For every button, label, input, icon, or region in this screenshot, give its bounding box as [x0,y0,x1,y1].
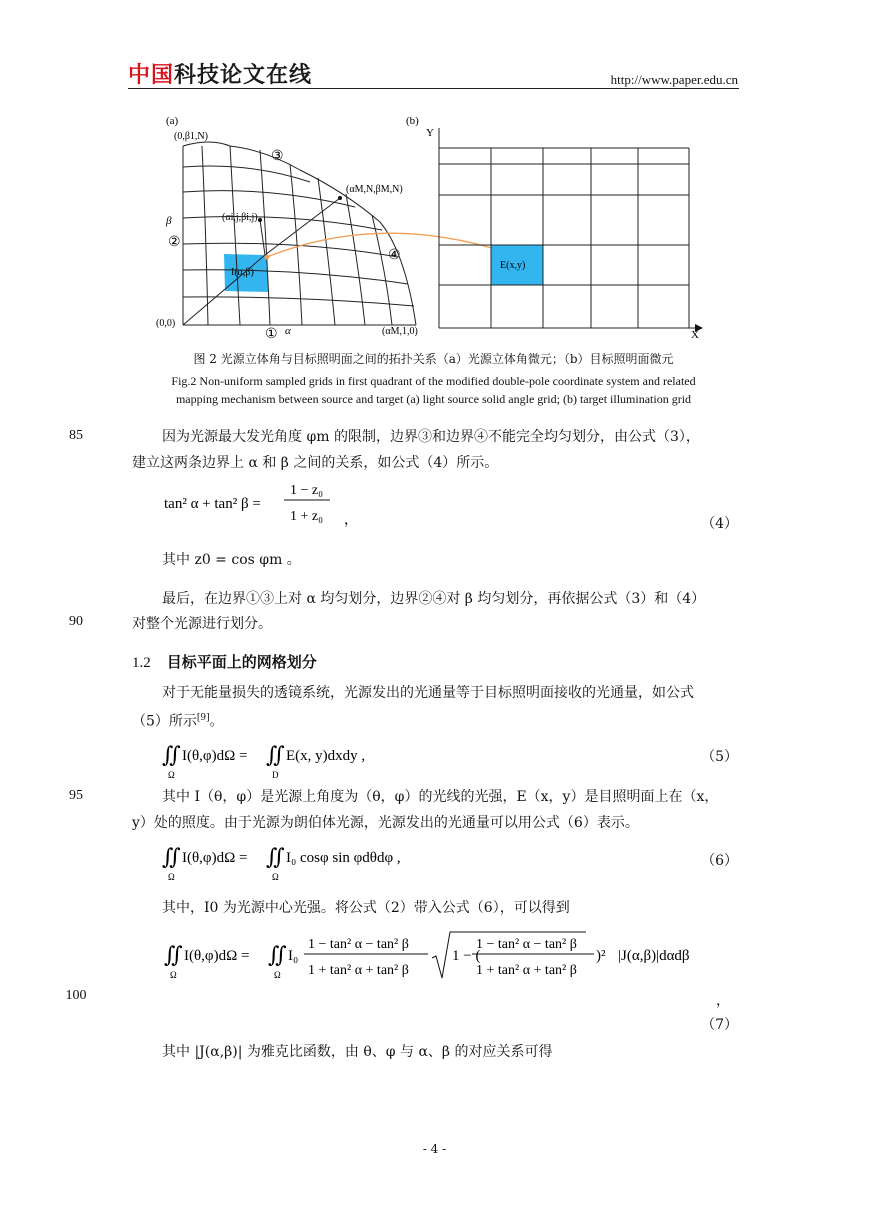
eq4-number: （4） [701,516,738,532]
svg-text:Ω: Ω [272,872,279,882]
boundary-1-label: ① [265,327,278,342]
beta-label: β [166,215,172,227]
equation-7 [162,928,742,986]
panel-a-label: (a) [166,115,179,127]
svg-text:|J(α,β)|dαdβ: |J(α,β)|dαdβ [618,948,690,964]
svg-text:)²: )² [596,948,606,964]
svg-text:1 − tan² α − tan² β: 1 − tan² α − tan² β [476,937,577,952]
svg-text:1 + tan² α + tan² β: 1 + tan² α + tan² β [308,963,409,978]
cell-point [258,218,262,222]
eq5-number: （5） [701,749,738,765]
line-number: 100 [65,988,87,1003]
top-left-label: (0,β1,N) [174,131,208,142]
header-rule [128,88,739,89]
equation-6 [160,840,480,886]
alpha-label: α [285,325,291,337]
target-grid [439,128,702,328]
svg-text:I(θ,φ)dΩ =: I(θ,φ)dΩ = [182,748,248,764]
origin-label: (0,0) [156,318,176,329]
x-axis-label: X [691,329,699,341]
header-url[interactable]: http://www.paper.edu.cn [610,72,738,87]
line-number: 95 [69,788,83,803]
corner-point [338,196,342,200]
boundary-2-label: ② [168,235,181,250]
svg-text:E(x, y)dxdy ,: E(x, y)dxdy , [286,748,366,764]
panel-b-label: (b) [406,115,419,127]
bottom-right-label: (αM,1,0) [382,326,418,337]
page-number: - 4 - [422,1142,447,1156]
svg-text:Ω: Ω [274,970,281,980]
svg-text:∬: ∬ [162,844,181,869]
svg-text:∬: ∬ [162,742,181,767]
paragraph-1-line-1: 因为光源最大发光角度 φm 的限制，边界③和边界④不能完全均匀划分，由公式（3）， [162,429,700,445]
paragraph-6: 其中 |J(α,β)| 为雅克比函数，由 θ、φ 与 α、β 的对应关系可得 [162,1044,553,1060]
svg-text:∬: ∬ [266,742,285,767]
svg-text:I₀: I₀ [288,948,299,964]
paragraph-3-line-1: 对于无能量损失的透镜系统，光源发出的光通量等于目标照明面接收的光通量，如公式 [162,685,694,701]
line-number: 90 [69,614,83,629]
paragraph-1-line-2: 建立这两条边界上 α 和 β 之间的关系，如公式（4）所示。 [132,455,499,471]
boundary-3-label: ③ [271,149,284,164]
figure-2 [150,112,720,342]
eq6-number: （6） [701,853,738,869]
panel-b [406,115,702,341]
paragraph-4-line-2: y）处的照度。由于光源为朗伯体光源，光源发出的光通量可以用公式（6）表示。 [132,815,639,831]
svg-text:I(θ,φ)dΩ =: I(θ,φ)dΩ = [182,850,248,866]
paragraph-2-line-1: 最后，在边界①③上对 α 均匀划分，边界②④对 β 均匀划分，再依据公式（3）和（4） [162,591,706,607]
svg-text:1 + z₀: 1 + z₀ [290,509,323,524]
svg-text:1 − z₀: 1 − z₀ [290,483,323,498]
boundary-4-label: ④ [388,248,401,263]
svg-text:Ω: Ω [168,872,175,882]
journal-logo [128,64,312,88]
equation-4 [160,476,540,528]
paragraph-3-line-2: （5）所示[9]。 [132,713,224,730]
svg-text:1 − tan² α − tan² β: 1 − tan² α − tan² β [308,937,409,952]
citation-9[interactable]: [9] [196,713,210,723]
logo-red-text: 中国 [128,63,175,88]
svg-text:Ω: Ω [168,770,175,780]
caption-en-1: Fig.2 Non-uniform sampled grids in first quadrant of the modified double-pole coordinate system and related [171,374,696,388]
svg-text:D: D [272,770,279,780]
eq7-number: （7） [701,1017,738,1033]
logo-black-text: 科技论文在线 [174,63,313,88]
line-number: 85 [69,428,83,443]
equation-5 [160,738,460,784]
svg-text:1 − (: 1 − ( [452,948,481,964]
paragraph-5: 其中，I0 为光源中心光强。将公式（2）带入公式（6），可以得到 [162,900,570,916]
eq7-comma: ， [716,993,730,1009]
eq4-text: tan² α + tan² β = [164,496,261,512]
section-heading [132,651,317,672]
svg-text:∬: ∬ [164,942,183,967]
where-z0: 其中 z0 = cos φm 。 [162,552,301,568]
paragraph-4-line-1: 其中 I（θ，φ）是光源上角度为（θ，φ）的光线的光强，E（x，y）是目照明面上在（x， [162,789,719,805]
panel-a [156,115,418,342]
mapping-arrow-start [265,255,270,260]
section-title: 目标平面上的网格划分 [166,653,317,671]
svg-text:I(θ,φ)dΩ =: I(θ,φ)dΩ = [184,948,250,964]
svg-text:I₀ cosφ sin φdθdφ ,: I₀ cosφ sin φdθdφ , [286,850,401,866]
section-number: 1.2 [132,655,151,671]
caption-en-2: mapping mechanism between source and target (a) light source solid angle grid; (b) target illumination grid [175,392,692,406]
y-axis-label: Y [426,127,434,139]
svg-text:1 + tan² α + tan² β: 1 + tan² α + tan² β [476,963,577,978]
svg-text:∬: ∬ [268,942,287,967]
svg-text:∬: ∬ [266,844,285,869]
caption-cn: 图 2 光源立体角与目标照明面之间的拓扑关系（a）光源立体角微元；（b）目标照明面微元 [193,352,674,366]
cell-label: (αi,j,βi,j) [222,212,258,223]
paragraph-2-line-2: 对整个光源进行划分。 [132,616,272,632]
target-cell-label: E(x,y) [500,260,526,271]
svg-text:，: ， [344,513,358,528]
corner-label: (αM,N,βM,N) [346,184,403,195]
region-label: I(α,β) [231,267,254,278]
svg-text:Ω: Ω [170,970,177,980]
